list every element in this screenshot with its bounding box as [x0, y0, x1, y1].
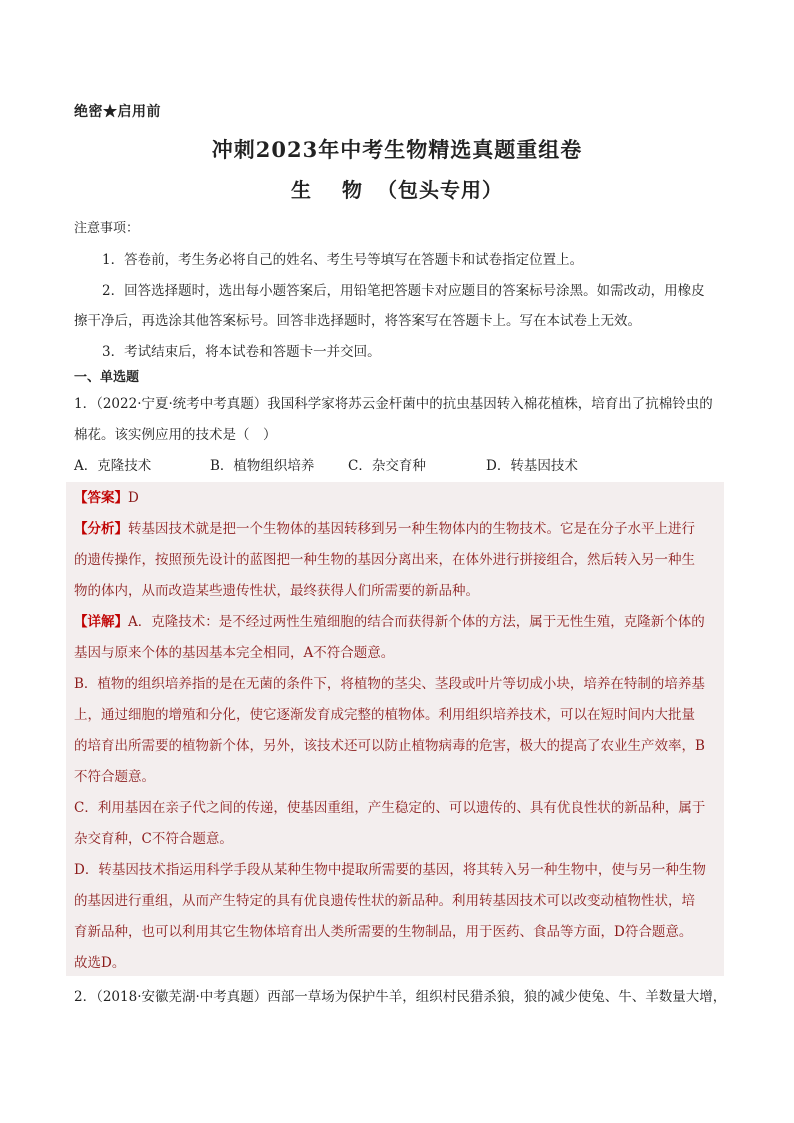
- notice-item-3: 3．考试结束后，将本试卷和答题卡一并交回。: [102, 344, 381, 360]
- q1-detail-d-line-3: 育新品种，也可以利用其它生物体培育出人类所需要的生物制品，用于医药、食品等方面，D符合题意。: [74, 924, 693, 940]
- region-note: （包头专用）: [377, 178, 503, 202]
- q1-detail-c-line-1: C．利用基因在亲子代之间的传递，使基因重组，产生稳定的、可以遗传的、具有优良性状的新品种，属于: [74, 800, 706, 816]
- detail-a-text-1: A．克隆技术：是不经过两性生殖细胞的结合而获得新个体的方法，属于无性生殖，克隆新个体的: [128, 614, 705, 630]
- q1-option-c: C．杂交育种: [348, 458, 426, 474]
- q1-detail-a-line-1: [74, 610, 724, 630]
- q1-analysis-line-2: 的遗传操作，按照预先设计的蓝图把一种生物的基因分离出来，在体外进行拼接组合，然后转入另一种生: [74, 552, 695, 568]
- analysis-text-1: 转基因技术就是把一个生物体的基因转移到另一种生物体内的生物技术。它是在分子水平上进行: [128, 521, 695, 537]
- analysis-tag: 【分析】: [74, 521, 128, 537]
- secret-label: 绝密★启用前: [74, 104, 161, 120]
- q1-detail-a-line-2: 基因与原来个体的基因基本完全相同，A不符合题意。: [74, 645, 395, 661]
- q1-option-d: D．转基因技术: [486, 458, 578, 474]
- q1-detail-d-line-1: D．转基因技术指运用科学手段从某种生物中提取所需要的基因，将其转入另一种生物中，使与另一种生物: [74, 862, 706, 878]
- exam-title: 冲刺2023年中考生物精选真题重组卷: [211, 137, 583, 162]
- notice-item-2-line-2: 擦干净后，再选涂其他答案标号。回答非选择题时，将答案写在答题卡上。写在本试卷上无效。: [74, 313, 641, 329]
- answer-tag: 【答案】: [74, 490, 128, 506]
- detail-tag: 【详解】: [74, 614, 128, 630]
- q1-detail-b-line-3: 的培育出所需要的植物新个体，另外，该技术还可以防止植物病毒的危害，极大的提高了农业生产效率，B: [74, 738, 705, 754]
- q1-detail-b-line-2: 上，通过细胞的增殖和分化，使它逐渐发育成完整的植物体。利用组织培养技术，可以在短时间内大批量: [74, 707, 695, 723]
- exam-subtitle: [0, 174, 794, 203]
- q2-stem-line-1: 2．（2018·安徽芜湖·中考真题）西部一草场为保护牛羊，组织村民猎杀狼，狼的减少使兔、牛、羊数量大增，: [74, 989, 727, 1005]
- subject-char-1: 生: [291, 178, 312, 202]
- q1-detail-d-line-2: 的基因进行重组，从而产生特定的具有优良遗传性状的新品种。利用转基因技术可以改变动植物性状，培: [74, 893, 695, 909]
- q1-option-a: A．克隆技术: [74, 458, 152, 474]
- q1-analysis-line-3: 物的体内，从而改造某些遗传性状，最终获得人们所需要的新品种。: [74, 583, 479, 599]
- notice-item-2-line-1: 2．回答选择题时，选出每小题答案后，用铅笔把答题卡对应题目的答案标号涂黑。如需改动，用橡皮: [102, 283, 705, 299]
- q1-conclusion: 故选D。: [74, 955, 126, 971]
- q1-detail-b-line-1: B．植物的组织培养指的是在无菌的条件下，将植物的茎尖、茎段或叶片等切成小块，培养在特制的培养基: [74, 676, 705, 692]
- notice-item-1: 1．答卷前，考生务必将自己的姓名、考生号等填写在答题卡和试卷指定位置上。: [102, 252, 584, 268]
- q1-analysis-line-1: [74, 517, 724, 537]
- notice-heading: 注意事项：: [74, 221, 140, 236]
- q1-option-b: B．植物组织培养: [210, 458, 315, 474]
- section-heading: 一、单选题: [74, 370, 140, 385]
- q1-detail-c-line-2: 杂交育种，C不符合题意。: [74, 831, 233, 847]
- q1-detail-b-line-4: 不符合题意。: [74, 769, 155, 785]
- subject-char-2: 物: [342, 178, 363, 202]
- answer-value: D: [128, 490, 139, 506]
- q1-stem-line-2: 棉花。该实例应用的技术是（ ）: [74, 427, 277, 443]
- q1-stem-line-1: 1．（2022·宁夏·统考中考真题）我国科学家将苏云金杆菌中的抗虫基因转入棉花植株，培育出了抗棉铃虫的: [74, 396, 713, 412]
- q1-answer: [74, 486, 724, 506]
